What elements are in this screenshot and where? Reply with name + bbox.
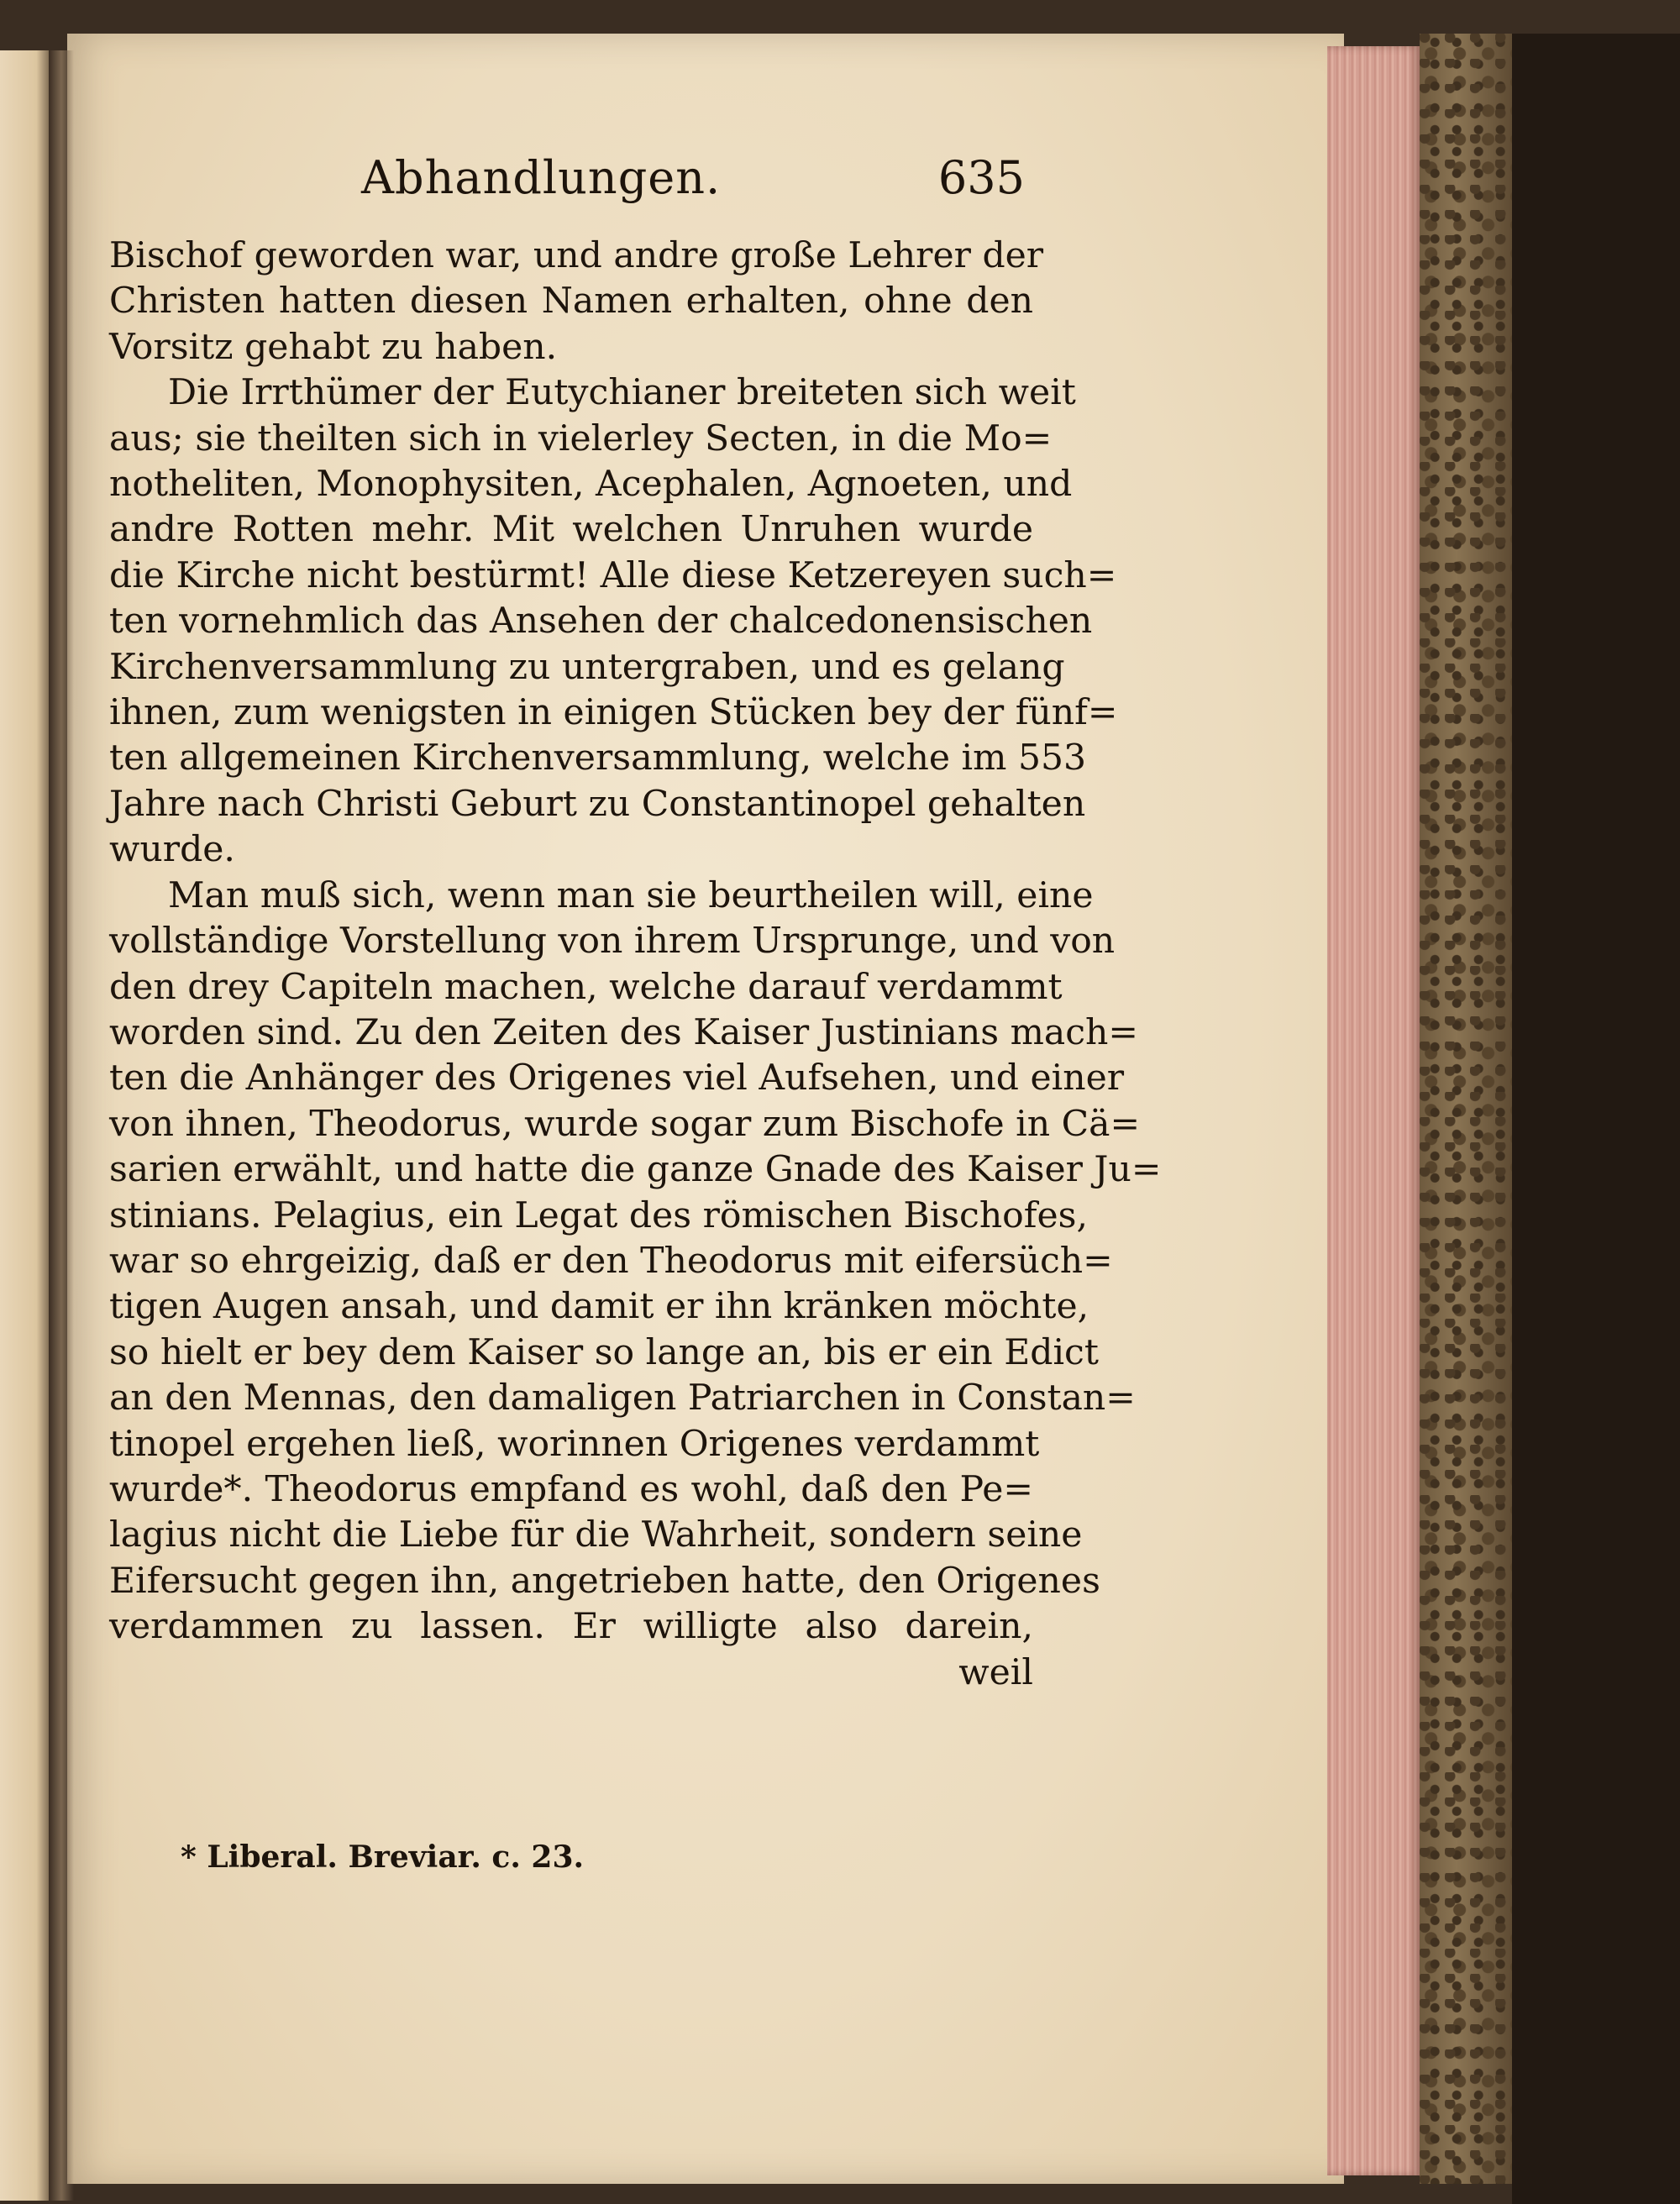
running-head	[109, 151, 1033, 218]
text-line: stinians. Pelagius, ein Legat des römischen Bischofes,	[109, 1194, 1088, 1236]
text-line: weil	[958, 1651, 1033, 1693]
text-line: Vorsitz gehabt zu haben.	[109, 326, 558, 368]
text-line: tinopel ergehen ließ, worinnen Origenes verdammt	[109, 1423, 1040, 1465]
text-line: so hielt er bey dem Kaiser so lange an, bis er ein Edict	[109, 1331, 1099, 1373]
text-line: tigen Augen ansah, und damit er ihn kränken möchte,	[109, 1286, 1089, 1328]
text-line: die Kirche nicht bestürmt! Alle diese Ketzereyen such=	[109, 554, 1117, 596]
text-line: notheliten, Monophysiten, Acephalen, Agnoeten, und	[109, 464, 1073, 506]
text-line: ten vornehmlich das Ansehen der chalcedonensischen	[109, 601, 1093, 643]
footnote: * Liberal. Breviar. c. 23.	[181, 1839, 585, 1875]
cover-edge	[1512, 34, 1680, 2204]
text-line: war so ehrgeizig, daß er den Theodorus mit eifersüch=	[109, 1240, 1113, 1282]
previous-page-edge	[0, 50, 52, 2201]
running-head-title: Abhandlungen.	[361, 151, 722, 204]
text-line: Eifersucht gegen ihn, angetrieben hatte, den Origenes	[109, 1560, 1100, 1602]
text-line: ten allgemeinen Kirchenversammlung, welche im 553	[109, 737, 1087, 779]
text-line: Kirchenversammlung zu untergraben, und es gelang	[109, 646, 1065, 688]
page-number: 635	[937, 151, 1025, 204]
text-line: wurde.	[109, 829, 235, 871]
text-line: wurde*. Theodorus empfand es wohl, daß den Pe=	[109, 1468, 1033, 1510]
text-line: von ihnen, Theodorus, wurde sogar zum Bischofe in Cä=	[109, 1103, 1141, 1145]
text-line: sarien erwählt, und hatte die ganze Gnade des Kaiser Ju=	[109, 1149, 1162, 1191]
text-line: aus; sie theilten sich in vielerley Secten, in die Mo=	[109, 417, 1053, 459]
page-edges	[1327, 46, 1420, 2175]
page-content	[109, 151, 1162, 1696]
text-line: Christen hatten diesen Namen erhalten, ohne den	[109, 281, 1033, 323]
text-line: vollständige Vorstellung von ihrem Ursprunge, und von	[109, 921, 1116, 963]
book-gutter	[49, 50, 74, 2201]
text-line: worden sind. Zu den Zeiten des Kaiser Justinians mach=	[109, 1011, 1139, 1053]
body-text	[109, 234, 1162, 1696]
text-line: lagius nicht die Liebe für die Wahrheit, sondern seine	[109, 1514, 1083, 1556]
text-line: ihnen, zum wenigsten in einigen Stücken bey der fünf=	[109, 692, 1118, 734]
text-line: Bischof geworden war, und andre große Lehrer der	[109, 235, 1044, 276]
text-line: andre Rotten mehr. Mit welchen Unruhen wurde	[109, 509, 1033, 551]
text-line: an den Mennas, den damaligen Patriarchen in Constan=	[109, 1378, 1136, 1419]
text-line: Jahre nach Christi Geburt zu Constantinopel gehalten	[109, 783, 1086, 825]
marbled-cover	[1420, 34, 1512, 2184]
text-line: ten die Anhänger des Origenes viel Aufsehen, und einer	[109, 1057, 1125, 1099]
text-line: Die Irrthümer der Eutychianer breiteten sich weit	[168, 372, 1076, 414]
text-line: Man muß sich, wenn man sie beurtheilen will, eine	[168, 874, 1094, 916]
text-line: den drey Capiteln machen, welche darauf verdammt	[109, 966, 1063, 1008]
text-line: verdammen zu lassen. Er willigte also darein,	[109, 1606, 1033, 1648]
